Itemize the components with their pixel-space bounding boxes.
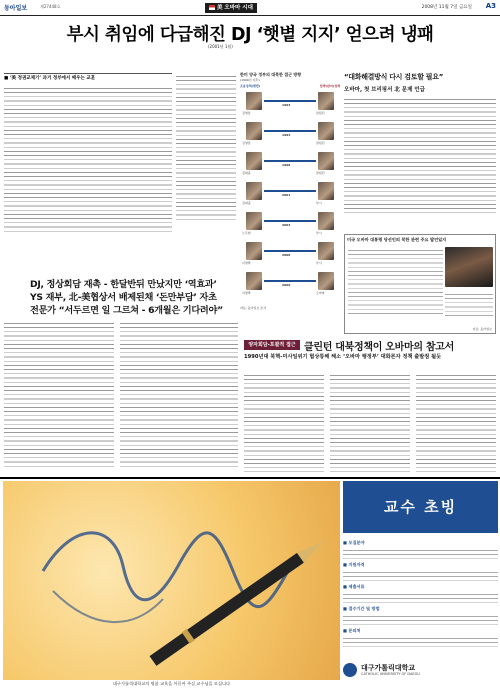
lower-body-col3 xyxy=(416,372,496,472)
chart-year-label: 2003 xyxy=(282,223,291,228)
issue-number: 제27448호 xyxy=(40,4,61,9)
lower-subhead: 1990년대 북핵-미사일위기 협상통해 해소 ‘오바마 행정부’ 대화론자 정책 출발점 될듯 xyxy=(244,354,442,360)
ad-sidebar xyxy=(343,481,498,680)
kr-president-label: 김영삼 xyxy=(242,111,251,116)
policy-link-line xyxy=(264,190,316,192)
left-section-head: ■ ‘美 정권교체기’ 과거 정부에서 배우는 교훈 xyxy=(4,73,172,81)
ad-banner[interactable]: 교수 초빙 xyxy=(343,481,498,533)
ad-list-item-text xyxy=(343,569,498,581)
university-name-en: CATHOLIC UNIVERSITY OF DAEGU xyxy=(361,672,420,676)
chart-source: 자료: 동아일보 조사 xyxy=(240,306,267,311)
article-body-text xyxy=(4,85,172,235)
chart-year-label: 2008 xyxy=(282,253,291,258)
ad-list-item: ■ 문의처 xyxy=(343,628,361,633)
policy-link-line xyxy=(264,130,316,132)
us-president-label: 부시 xyxy=(316,261,322,266)
chart-left-label: 포용정책(햇볕) xyxy=(240,84,261,89)
chart-year-label: 1994 xyxy=(282,133,291,138)
policy-link-line xyxy=(264,250,316,252)
chart-rows xyxy=(240,92,340,322)
ad-list-item-text xyxy=(343,547,498,559)
obama-box-text xyxy=(348,247,443,317)
us-president-photo xyxy=(318,182,334,200)
kr-president-label: 노무현 xyxy=(242,231,251,236)
kr-president-photo xyxy=(246,242,262,260)
article-body-text-col4 xyxy=(120,320,238,470)
ad-item-list xyxy=(343,537,498,647)
fountain-pen-graphic xyxy=(3,481,340,680)
kr-president-photo xyxy=(246,122,262,140)
kr-president-photo xyxy=(246,92,262,110)
lower-body-col1 xyxy=(244,372,324,472)
us-president-photo xyxy=(318,212,334,230)
obama-photo-notes xyxy=(445,291,493,319)
kr-president-photo xyxy=(246,182,262,200)
kr-president-label: 이명박 xyxy=(242,261,251,266)
obama-remarks-box xyxy=(344,234,496,334)
us-president-photo xyxy=(318,122,334,140)
us-president-photo xyxy=(318,92,334,110)
chart-year-label: 1998 xyxy=(282,163,291,168)
kr-president-label: 김대중 xyxy=(242,171,251,176)
us-president-label: 부시 xyxy=(316,231,322,236)
chart-row xyxy=(240,242,340,268)
ad-list-item: ■ 제출서류 xyxy=(343,584,365,589)
obama-box-head: 미국 오바마 대통령 당선인의 북한 관련 주요 발언일지 xyxy=(347,237,447,242)
ad-list-item-text xyxy=(343,613,498,625)
right-quote-block xyxy=(344,72,496,216)
us-president-label: 오바마 xyxy=(316,291,325,296)
chart-title: 한미 양국 정부의 대북한 접근 방향 xyxy=(240,72,302,77)
kr-president-photo xyxy=(246,212,262,230)
policy-link-line xyxy=(264,220,316,222)
us-president-label: 클린턴 xyxy=(316,141,325,146)
kr-president-label: 김영삼 xyxy=(242,141,251,146)
chart-row xyxy=(240,122,340,148)
kr-president-photo xyxy=(246,272,262,290)
lower-article-tag: 양자회담-포괄적 접근 xyxy=(244,340,300,350)
chart-row xyxy=(240,182,340,208)
right-body-text xyxy=(344,96,496,216)
chart-year-label: 2001 xyxy=(282,193,291,198)
page-number: A3 xyxy=(485,2,496,10)
pullquote-line-1: DJ, 정상회담 재촉 - 한달반뒤 만났지만 ‘역효과’ xyxy=(30,279,217,290)
us-flag-icon xyxy=(209,5,215,10)
issue-date: 2008년 11월 7일 금요일 xyxy=(421,5,472,10)
ad-image[interactable] xyxy=(3,481,340,680)
lower-body-col2 xyxy=(330,372,410,472)
ad-list-item: ■ 접수기간 및 방법 xyxy=(343,606,380,611)
university-logo-icon xyxy=(343,663,357,677)
kr-president-label: 김대중 xyxy=(242,201,251,206)
policy-link-line xyxy=(264,280,316,282)
kr-president-photo xyxy=(246,152,262,170)
ad-list-item: ■ 모집분야 xyxy=(343,540,365,545)
pullquote xyxy=(30,278,240,317)
newspaper-name[interactable]: 동아일보 xyxy=(4,5,28,12)
chart-row xyxy=(240,272,340,298)
chart-right-label: 압박(관여)정책 xyxy=(319,84,340,89)
chart-subtitle: (1990년 이후) xyxy=(240,78,260,82)
section-label: 美 오바마 시대 xyxy=(217,5,253,11)
chart-year-label: 2009 xyxy=(282,283,291,288)
article-body-text-col2 xyxy=(176,73,236,223)
us-president-label: 클린턴 xyxy=(316,171,325,176)
right-quote-sub: 오바마, 첫 브리핑서 北 문제 언급 xyxy=(344,87,425,93)
ad-caption: 대구가톨릭대학교의 명품 교육을 이끌어 주실 교수님을 모십니다 xyxy=(112,681,231,686)
ad-list-item-text xyxy=(343,591,498,603)
policy-link-line xyxy=(264,100,316,102)
university-logo-block[interactable] xyxy=(343,663,498,681)
chart-row xyxy=(240,152,340,178)
headline-date: (2001년 1월) xyxy=(208,44,233,49)
policy-link-line xyxy=(264,160,316,162)
policy-chart xyxy=(240,72,340,337)
chart-row xyxy=(240,92,340,118)
section-badge xyxy=(205,3,257,13)
right-quote-title: “대화해결방식 다시 검토할 필요” xyxy=(344,73,444,81)
ad-list-item-text xyxy=(343,635,498,647)
kr-president-label: 이명박 xyxy=(242,291,251,296)
obama-box-source: 자료: 동아일보 xyxy=(472,326,492,331)
us-president-photo xyxy=(318,272,334,290)
us-president-label: 부시 xyxy=(316,201,322,206)
pullquote-line-3: 전문가 “서두르면 일 그르쳐 - 6개월은 기다려야” xyxy=(30,305,223,316)
pullquote-line-2: YS 재부, 北-美협상서 배제된채 ‘돈만부담’ 자초 xyxy=(30,292,217,303)
article-body-text-col3 xyxy=(4,320,114,470)
university-name: 대구가톨릭대학교 xyxy=(361,664,416,672)
chart-year-label: 1993 xyxy=(282,103,291,108)
left-article xyxy=(4,73,172,235)
ad-list-item: ■ 지원자격 xyxy=(343,562,365,567)
us-president-photo xyxy=(318,152,334,170)
us-president-photo xyxy=(318,242,334,260)
chart-row xyxy=(240,212,340,238)
obama-photo xyxy=(445,247,493,287)
lower-headline: 클린턴 대북정책이 오바마의 참고서 xyxy=(304,342,454,353)
page-headline: 부시 취임에 다급해진 DJ ‘햇볕 지지’ 얻으려 냉패 xyxy=(66,25,434,45)
us-president-label: 클린턴 xyxy=(316,111,325,116)
